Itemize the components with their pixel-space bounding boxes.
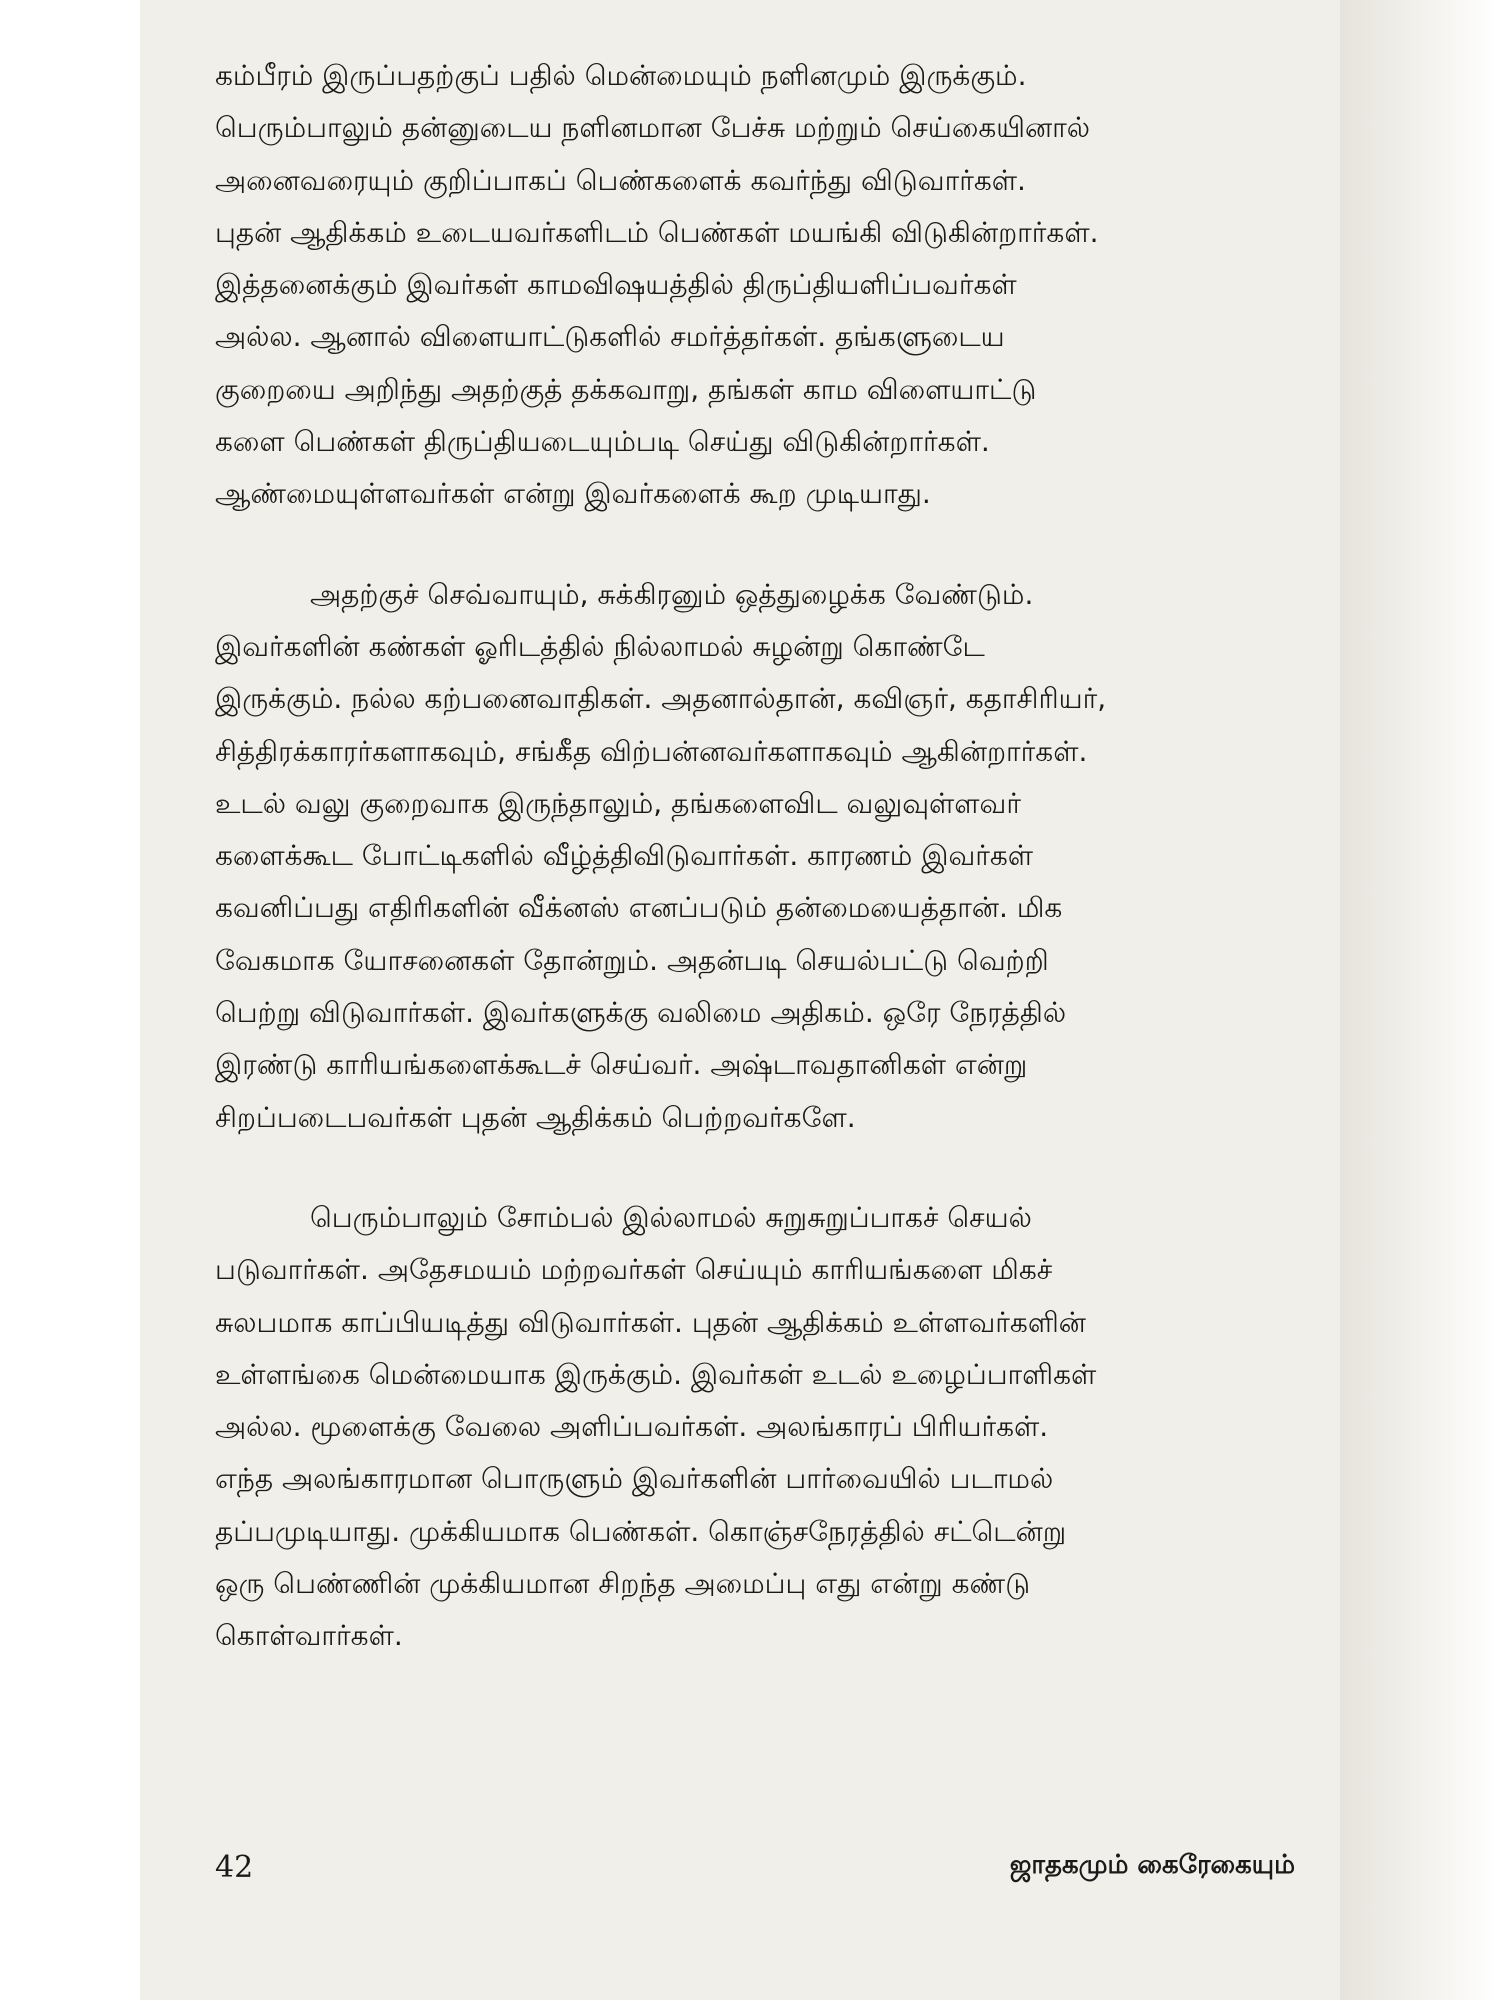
text-line: தப்பமுடியாது. முக்கியமாக பெண்கள். கொஞ்சநேரத்தில் சட்டென்று xyxy=(215,1514,1067,1548)
text-line: சிறப்படைபவர்கள் புதன் ஆதிக்கம் பெற்றவர்களே. xyxy=(215,1100,856,1134)
page-body xyxy=(215,50,1295,1663)
text-line: சுலபமாக காப்பியடித்து விடுவார்கள். புதன் ஆதிக்கம் உள்ளவர்களின் xyxy=(215,1305,1086,1339)
text-line: கொள்வார்கள். xyxy=(215,1619,403,1653)
text-line: பெரும்பாலும் சோம்பல் இல்லாமல் சுறுசுறுப்பாகச் செயல் xyxy=(310,1200,1032,1234)
text-line: உடல் வலு குறைவாக இருந்தாலும், தங்களைவிட வலுவுள்ளவர் xyxy=(215,786,1021,820)
text-line: அனைவரையும் குறிப்பாகப் பெண்களைக் கவர்ந்து விடுவார்கள். xyxy=(215,163,1026,197)
running-title: ஜாதகமும் கைரேகையும் xyxy=(1009,1850,1295,1880)
paragraph-3 xyxy=(215,1192,1295,1663)
page-number: 42 xyxy=(215,1850,254,1885)
page-edge-shadow xyxy=(1340,0,1500,2000)
text-line: பெரும்பாலும் தன்னுடைய நளினமான பேச்சு மற்றும் செய்கையினால் xyxy=(215,111,1090,145)
text-line: கம்பீரம் இருப்பதற்குப் பதில் மென்மையும் நளினமும் இருக்கும். xyxy=(215,59,1027,92)
text-line: படுவார்கள். அதேசமயம் மற்றவர்கள் செய்யும் காரியங்களை மிகச் xyxy=(215,1253,1053,1287)
paragraph-2 xyxy=(215,569,1295,1144)
text-line: வேகமாக யோசனைகள் தோன்றும். அதன்படி செயல்பட்டு வெற்றி xyxy=(215,943,1049,977)
text-line: சித்திரக்காரர்களாகவும், சங்கீத விற்பன்னவர்களாகவும் ஆகின்றார்கள். xyxy=(215,734,1088,768)
text-line: ஒரு பெண்ணின் முக்கியமான சிறந்த அமைப்பு எது என்று கண்டு xyxy=(215,1567,1031,1601)
text-line: ஆண்மையுள்ளவர்கள் என்று இவர்களைக் கூற முடியாது. xyxy=(215,477,931,511)
page-footer xyxy=(215,1850,1295,1890)
text-line: எந்த அலங்காரமான பொருளும் இவர்களின் பார்வையில் படாமல் xyxy=(215,1462,1054,1496)
text-line: களைக்கூட போட்டிகளில் வீழ்த்திவிடுவார்கள். காரணம் இவர்கள் xyxy=(215,839,1034,873)
paragraph-1 xyxy=(215,50,1295,521)
text-line: கவனிப்பது எதிரிகளின் வீக்னஸ் எனப்படும் தன்மையைத்தான். மிக xyxy=(215,891,1063,925)
text-line: குறையை அறிந்து அதற்குத் தக்கவாறு, தங்கள் காம விளையாட்டு xyxy=(215,372,1037,406)
text-line: களை பெண்கள் திருப்தியடையும்படி செய்து விடுகின்றார்கள். xyxy=(215,425,990,459)
text-line: பெற்று விடுவார்கள். இவர்களுக்கு வலிமை அதிகம். ஒரே நேரத்தில் xyxy=(215,996,1067,1030)
text-line: அல்ல. ஆனால் விளையாட்டுகளில் சமர்த்தர்கள். தங்களுடைய xyxy=(215,320,1005,354)
text-line: இரண்டு காரியங்களைக்கூடச் செய்வர். அஷ்டாவதானிகள் என்று xyxy=(215,1048,1028,1082)
text-line: இவர்களின் கண்கள் ஓரிடத்தில் நில்லாமல் சுழன்று கொண்டே xyxy=(215,629,985,663)
text-line: அல்ல. மூளைக்கு வேலை அளிப்பவர்கள். அலங்காரப் பிரியர்கள். xyxy=(215,1410,1049,1444)
text-line: அதற்குச் செவ்வாயும், சுக்கிரனும் ஒத்துழைக்க வேண்டும். xyxy=(310,577,1034,611)
text-line: இத்தனைக்கும் இவர்கள் காமவிஷயத்தில் திருப்தியளிப்பவர்கள் xyxy=(215,268,1017,302)
text-line: உள்ளங்கை மென்மையாக இருக்கும். இவர்கள் உடல் உழைப்பாளிகள் xyxy=(215,1357,1097,1391)
text-line: புதன் ஆதிக்கம் உடையவர்களிடம் பெண்கள் மயங்கி விடுகின்றார்கள். xyxy=(215,215,1099,249)
text-line: இருக்கும். நல்ல கற்பனைவாதிகள். அதனால்தான், கவிஞர், கதாசிரியர், xyxy=(215,682,1107,716)
